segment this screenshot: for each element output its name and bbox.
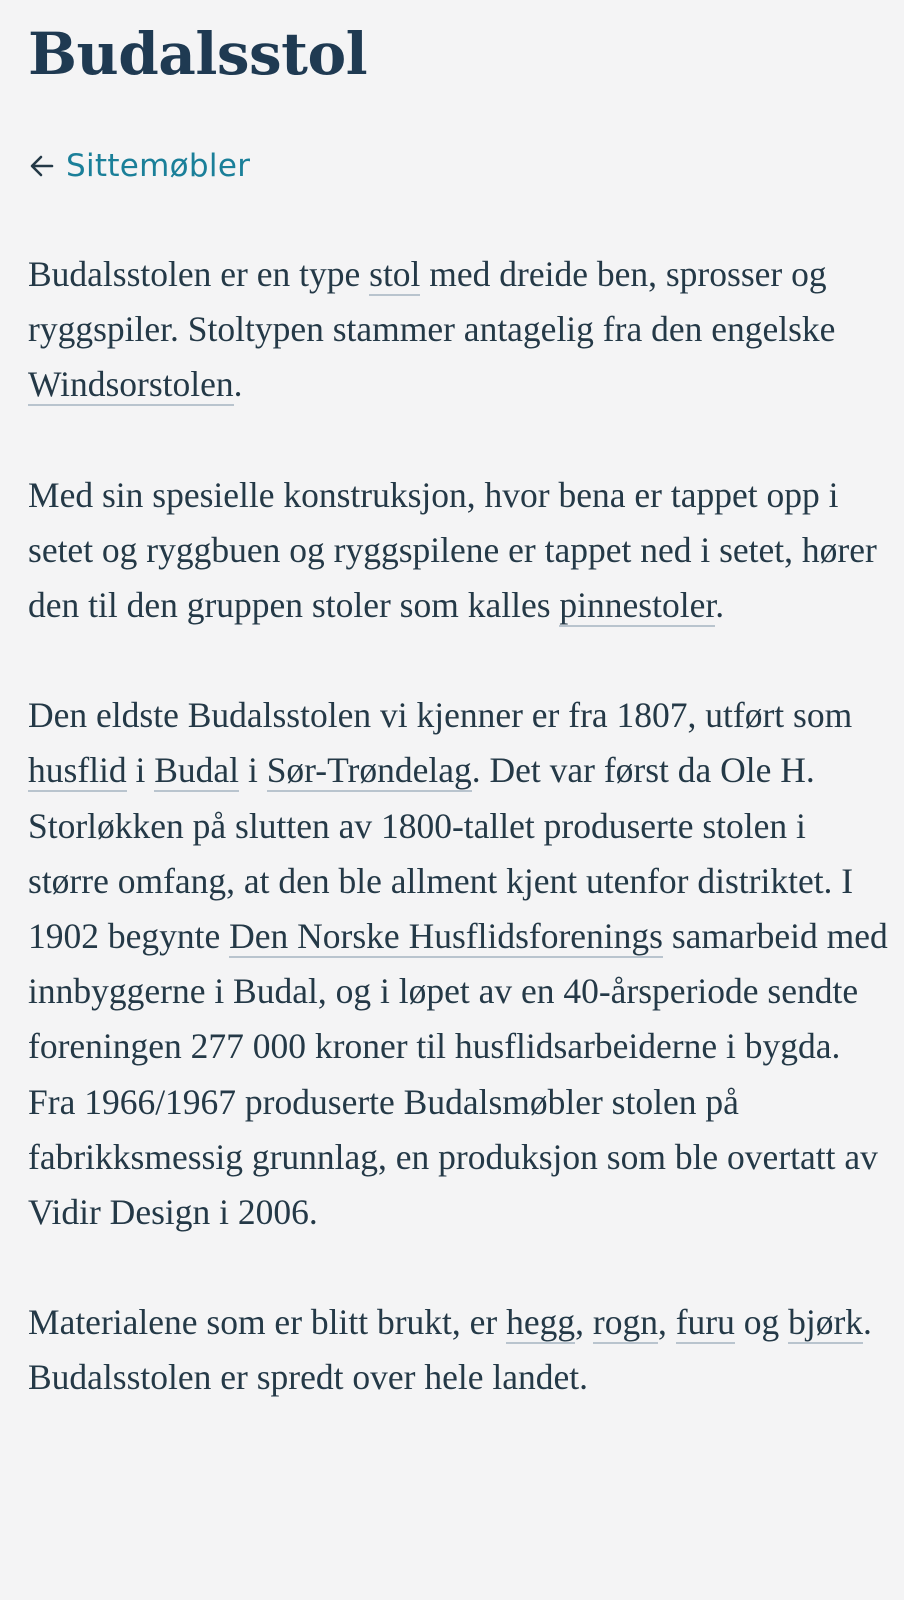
link-budal[interactable]: Budal [154, 750, 240, 791]
paragraph-text: Med sin spesielle konstruksjon, hvor bena er tappet opp i setet og ryggbuen og ryggspilene er tappet ned i setet, hører den til den gruppen stoler som kalles [28, 474, 877, 626]
link-bjork[interactable]: bjørk [788, 1302, 864, 1343]
paragraph-construction [28, 468, 888, 634]
paragraph-history [28, 688, 888, 1240]
link-hegg[interactable]: hegg [506, 1302, 576, 1343]
link-sor-trondelag[interactable]: Sør-Trøndelag [266, 750, 472, 791]
link-husflid[interactable]: husflid [28, 750, 127, 791]
breadcrumb-link-sittemobler[interactable]: Sittemøbler [66, 148, 251, 184]
paragraph-text: i [126, 750, 155, 791]
link-stol[interactable]: stol [369, 254, 421, 294]
link-rogn[interactable]: rogn [592, 1302, 658, 1343]
link-furu[interactable]: furu [675, 1302, 735, 1343]
article-body [28, 247, 888, 1406]
paragraph-text: Materialene som er blitt brukt, er [28, 1302, 507, 1343]
paragraph-text: i [239, 750, 267, 791]
paragraph-text: og [734, 1302, 789, 1343]
paragraph-text: med dreide ben, sprosser og ryggspiler. Stoltypen stammer antagelig fra den engelske [28, 254, 836, 350]
paragraph-text: . [715, 585, 725, 626]
article [28, 0, 888, 1406]
paragraph-text: . [233, 364, 243, 405]
arrow-left-icon[interactable] [28, 152, 56, 180]
paragraph-text: Den eldste Budalsstolen vi kjenner er fra 1807, utført som [28, 695, 853, 736]
link-den-norske-husflidsforenings[interactable]: Den Norske Husflidsforenings [229, 916, 663, 957]
paragraph-materials [28, 1295, 888, 1405]
paragraph-text: , [657, 1302, 676, 1343]
paragraph-text: . Det var først da Ole H. Storløkken på slutten av 1800-tallet produserte stolen i større omfang, at den ble allment kjent utenfor distriktet. I 1902 begynte [28, 750, 854, 957]
paragraph-text: samarbeid med innbyggerne i Budal, og i løpet av en 40-årsperiode sendte foreningen 277 000 kroner til husflidsarbeiderne i bygda. Fra 1966/1967 produserte Budalsmøbler stolen på fabrikksmessig grunnlag, en produksjon som ble overtatt av Vidir Design i 2006. [28, 916, 888, 1233]
link-windsorstolen[interactable]: Windsorstolen [28, 364, 234, 405]
link-pinnestoler[interactable]: pinnestoler [559, 585, 716, 626]
paragraph-intro [28, 247, 888, 413]
paragraph-text: Budalsstolen er en type [28, 254, 370, 294]
breadcrumb [28, 148, 888, 184]
paragraph-text: . Budalsstolen er spredt over hele landet. [28, 1302, 872, 1398]
paragraph-text: , [575, 1302, 593, 1343]
page-title: Budalsstol [28, 20, 368, 88]
